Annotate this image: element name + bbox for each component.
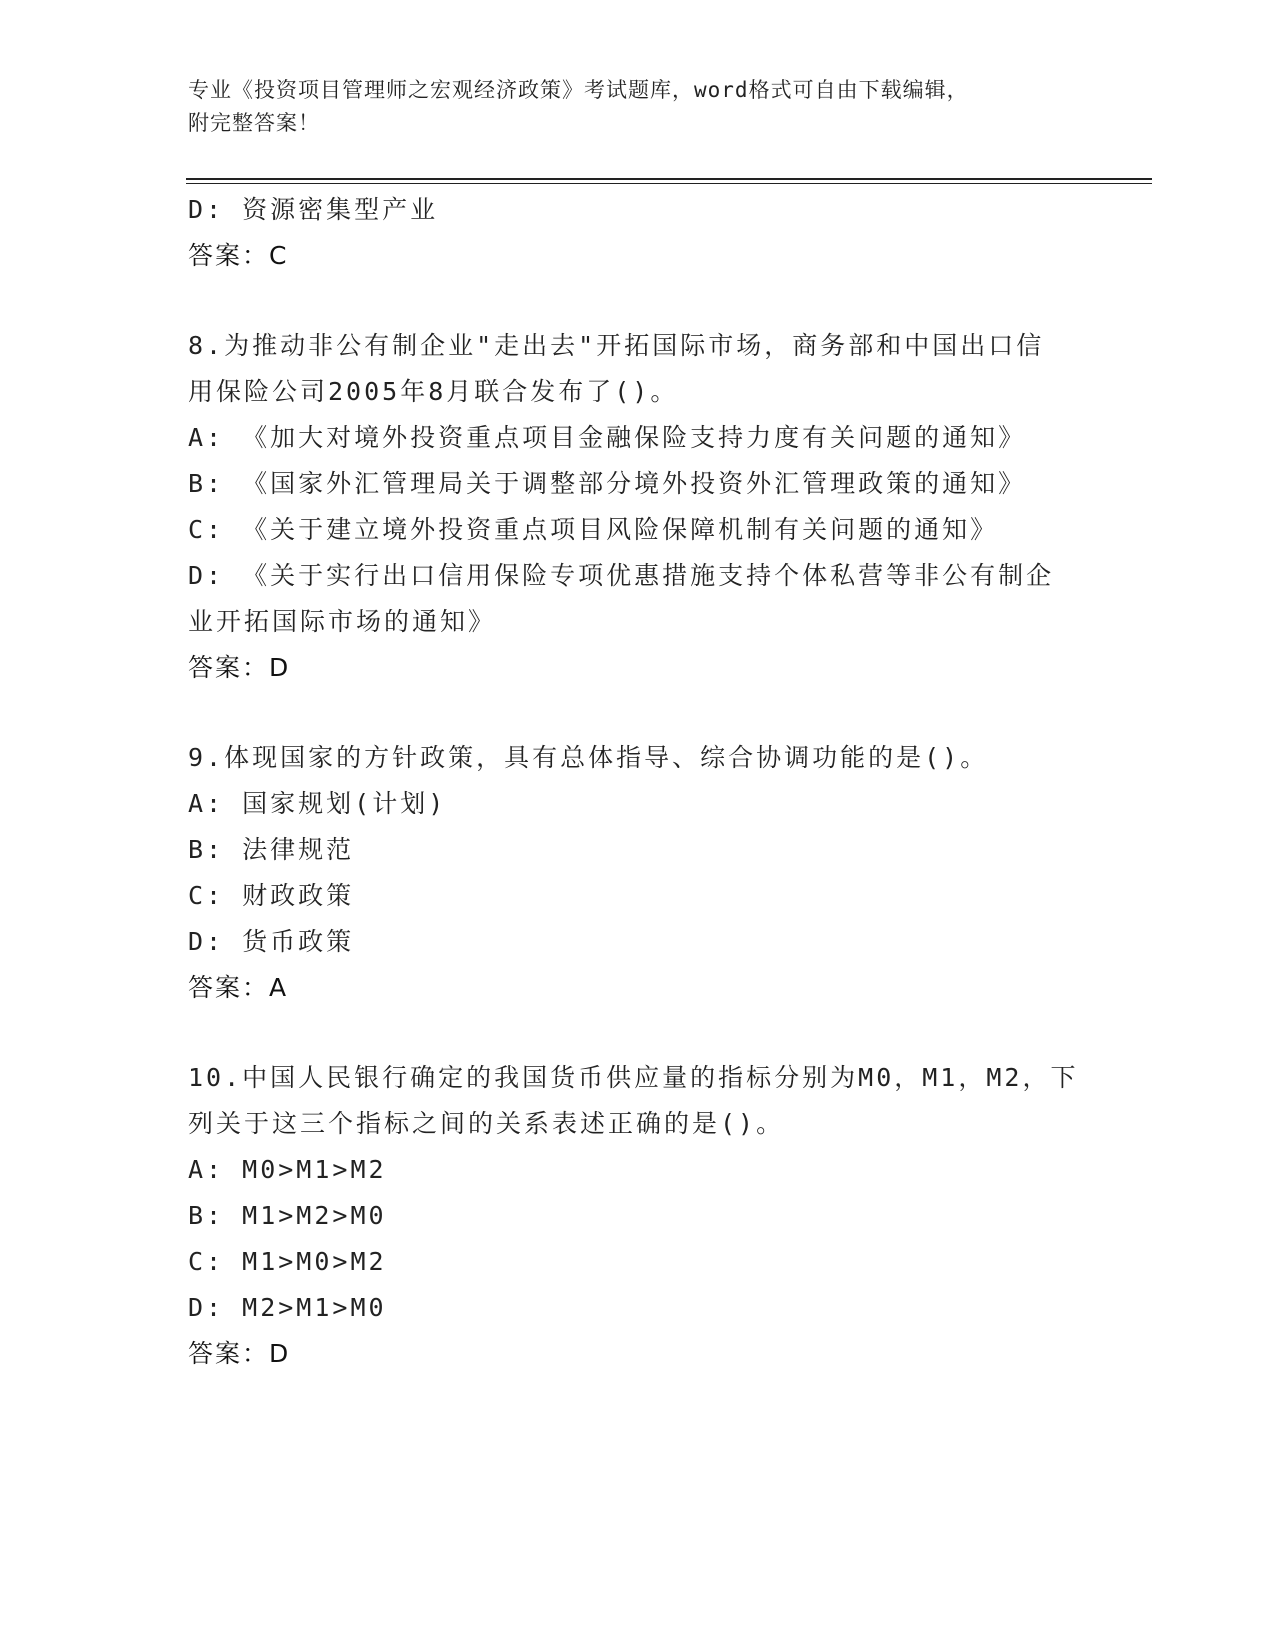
answer-line: 答案：D (188, 1339, 291, 1368)
question-list (188, 187, 1088, 1377)
option-b: B: M1>M2>M0 (188, 1201, 387, 1230)
header-divider-thin (186, 183, 1152, 184)
option-d: D: 货币政策 (188, 927, 355, 956)
question-stem-continued: 用保险公司2005年8月联合发布了()。 (188, 377, 679, 406)
option-d: D: 《关于实行出口信用保险专项优惠措施支持个体私营等非公有制企 (188, 561, 1055, 590)
option-a: A: 《加大对境外投资重点项目金融保险支持力度有关问题的通知》 (188, 423, 1027, 452)
header-divider-thick (186, 178, 1152, 180)
option-a: A: M0>M1>M2 (188, 1155, 387, 1184)
option-c: C: M1>M0>M2 (188, 1247, 387, 1276)
question-stem: 10.中国人民银行确定的我国货币供应量的指标分别为M0，M1，M2，下 (188, 1063, 1079, 1092)
answer-line: 答案：D (188, 653, 291, 682)
option-d: D: M2>M1>M0 (188, 1293, 387, 1322)
option-a: A: 国家规划(计划) (188, 789, 447, 818)
option-d: D: 资源密集型产业 (188, 195, 439, 224)
option-c: C: 财政政策 (188, 881, 355, 910)
option-b: B: 《国家外汇管理局关于调整部分境外投资外汇管理政策的通知》 (188, 469, 1027, 498)
question-8 (188, 323, 1088, 691)
question-9 (188, 735, 1088, 1011)
header-line-2: 附完整答案！ (188, 111, 320, 135)
spacer (188, 1011, 1088, 1055)
question-stem: 9.体现国家的方针政策，具有总体指导、综合协调功能的是()。 (188, 743, 989, 772)
answer-line: 答案：A (188, 973, 289, 1002)
question-stem: 8.为推动非公有制企业"走出去"开拓国际市场，商务部和中国出口信 (188, 331, 1045, 360)
question-7-tail (188, 187, 1088, 279)
option-d-continued: 业开拓国际市场的通知》 (188, 607, 497, 636)
spacer (188, 279, 1088, 323)
document-header (188, 74, 1068, 140)
option-c: C: 《关于建立境外投资重点项目风险保障机制有关问题的通知》 (188, 515, 999, 544)
question-10 (188, 1055, 1088, 1377)
header-line-1: 专业《投资项目管理师之宏观经济政策》考试题库，word格式可自由下载编辑， (188, 78, 969, 102)
question-stem-continued: 列关于这三个指标之间的关系表述正确的是()。 (188, 1109, 785, 1138)
spacer (188, 691, 1088, 735)
option-b: B: 法律规范 (188, 835, 355, 864)
answer-line: 答案：C (188, 241, 289, 270)
